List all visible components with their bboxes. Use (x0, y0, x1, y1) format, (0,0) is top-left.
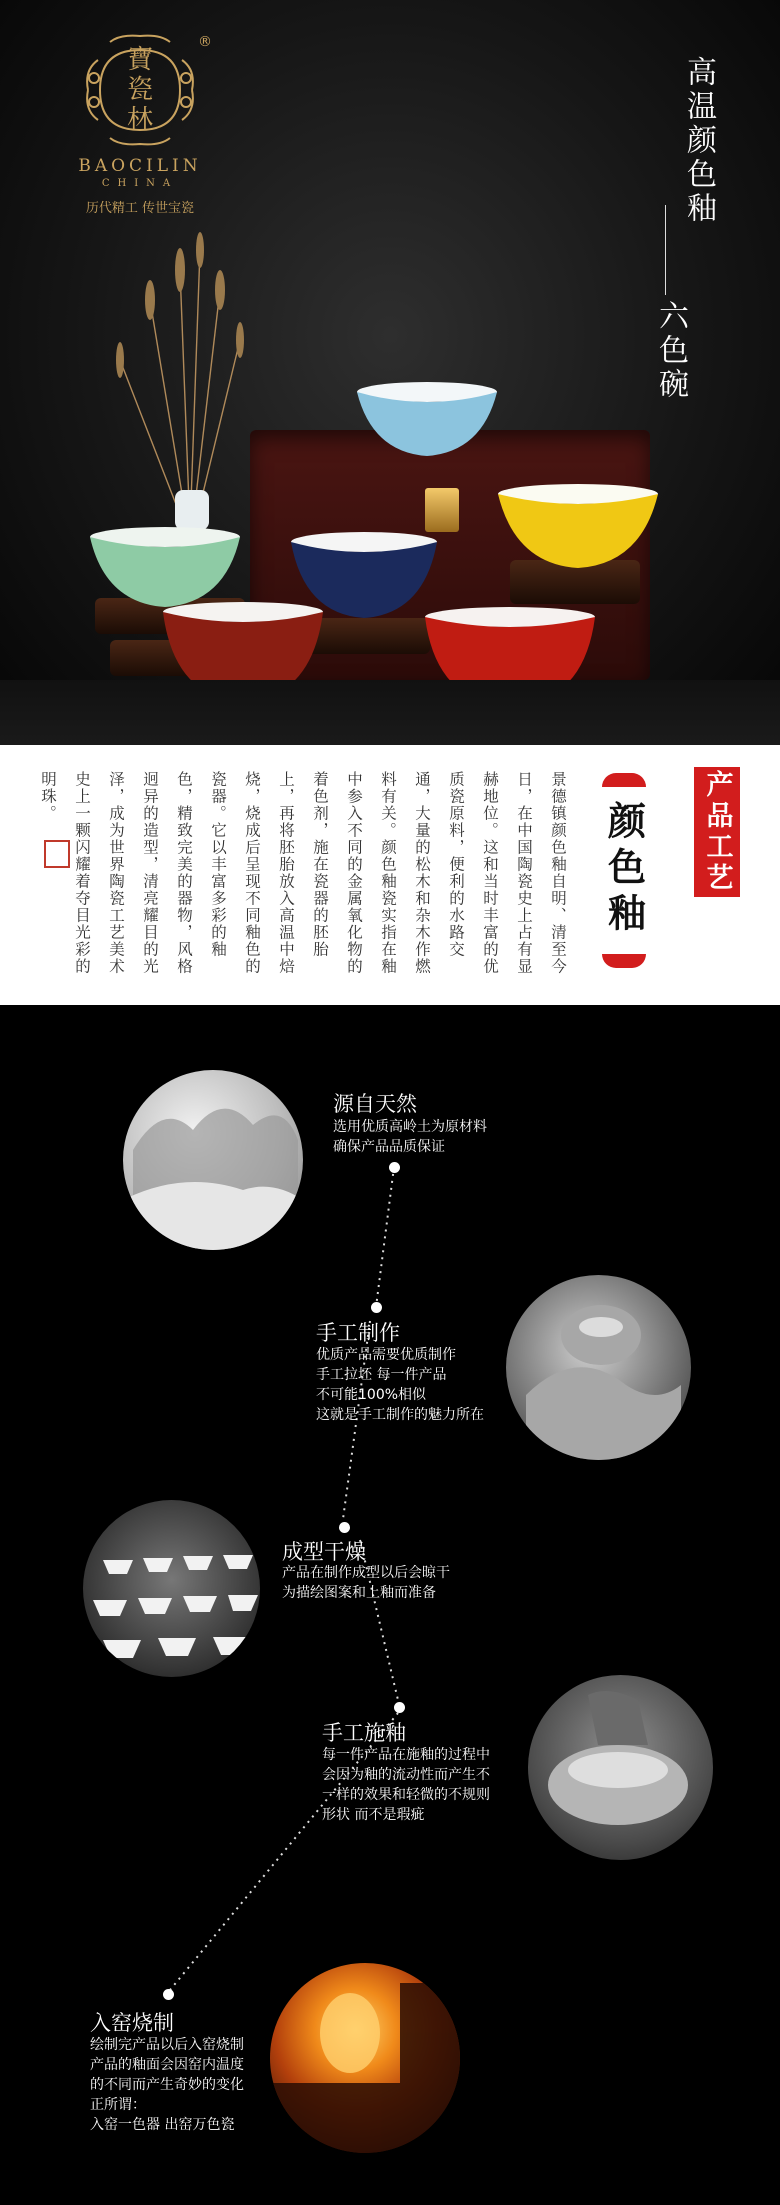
process-dot-4 (394, 1702, 405, 1713)
hero-banner (0, 0, 780, 745)
hero-floor-shadow (0, 680, 780, 745)
craft-process-section (0, 1005, 780, 2205)
brand-slogan: 历代精工 传世宝瓷 (85, 201, 195, 216)
brand-char-3: 林 (126, 105, 153, 135)
brand-char-1: 寶 (126, 45, 153, 75)
hero-title-line-1: 高温颜色釉 (681, 56, 716, 226)
product-description: 景德镇颜色釉自明、清至今日，在中国陶瓷史上占有显赫地位。这和当时丰富的优质瓷原料，便利的水路交通，大量的松木和杂木作燃料有关。颜色釉瓷实指在釉中参入不同的金属氧化物的着色剂，施在瓷器的胚胎上，再将胚胎放入高温中焙烧，烧成后呈现不同釉色的瓷器。它以丰富多彩的釉色，精致完美的器物，风格迥异的造型，清亮耀目的光泽，成为世界陶瓷工艺美术史上一颗闪耀着夺目光彩的明珠。 (39, 771, 567, 975)
product-craft-section (0, 745, 780, 1005)
title-bracket-bottom (602, 954, 646, 968)
brand-name-en: BAOCILIN (78, 156, 202, 176)
hero-title-line-2: 六色碗 (653, 300, 688, 402)
kiln-fire-photo (270, 1963, 460, 2153)
step-2-desc: 优质产品需要优质制作 手工拉坯 每一件产品 不可能100%相似 这就是手工制作的魅力所在 (316, 1347, 484, 1423)
step-3-title: 成型干燥 (282, 1540, 366, 1564)
step-1-title: 源自天然 (333, 1092, 417, 1116)
glaze-title-block (596, 773, 652, 968)
registered-mark: ® (198, 34, 212, 50)
process-dot-3 (339, 1522, 350, 1533)
kaolin-clay-photo (123, 1070, 303, 1250)
glazing-photo (528, 1675, 713, 1860)
process-dot-5 (163, 1989, 174, 2000)
brand-emblem-chars (80, 30, 200, 150)
hero-title-divider (665, 205, 666, 295)
step-5-desc: 绘制完产品以后入窑烧制 产品的釉面会因窑内温度 的不同而产生奇妙的变化 正所谓： 入窑一色器 出窑万色瓷 (90, 2037, 244, 2133)
throwing-hands-photo (506, 1275, 691, 1460)
gift-box-clasp (425, 488, 459, 532)
title-bracket-top (602, 773, 646, 787)
celadon-green-bowl[interactable] (85, 525, 245, 610)
yellow-bowl[interactable] (493, 482, 663, 572)
process-dot-1 (389, 1162, 400, 1173)
step-2-title: 手工制作 (316, 1321, 400, 1345)
step-4-title: 手工施釉 (322, 1721, 406, 1745)
drying-bowls-photo (83, 1500, 260, 1677)
step-5-title: 入窑烧制 (90, 2011, 174, 2035)
brand-sub-en: CHINA (101, 178, 179, 189)
step-1-desc: 选用优质高岭土为原材料 确保产品品质保证 (333, 1119, 487, 1155)
glaze-title: 颜色釉 (601, 801, 646, 939)
product-craft-badge: 产品工艺 (694, 767, 740, 897)
step-4-desc: 每一件产品在施釉的过程中 会因为釉的流动性而产生不 一样的效果和轻微的不规则 形状 而不是瑕疵 (322, 1747, 490, 1823)
brand-char-2: 瓷 (126, 75, 153, 105)
process-dot-2 (371, 1302, 382, 1313)
brand-logo[interactable] (60, 30, 220, 216)
brand-emblem-icon (80, 30, 200, 150)
step-3-desc: 产品在制作成型以后会晾干 为描绘图案和上釉而准备 (282, 1565, 450, 1601)
red-seal-stamp-icon (44, 840, 70, 868)
celeste-blue-bowl[interactable] (352, 380, 502, 460)
